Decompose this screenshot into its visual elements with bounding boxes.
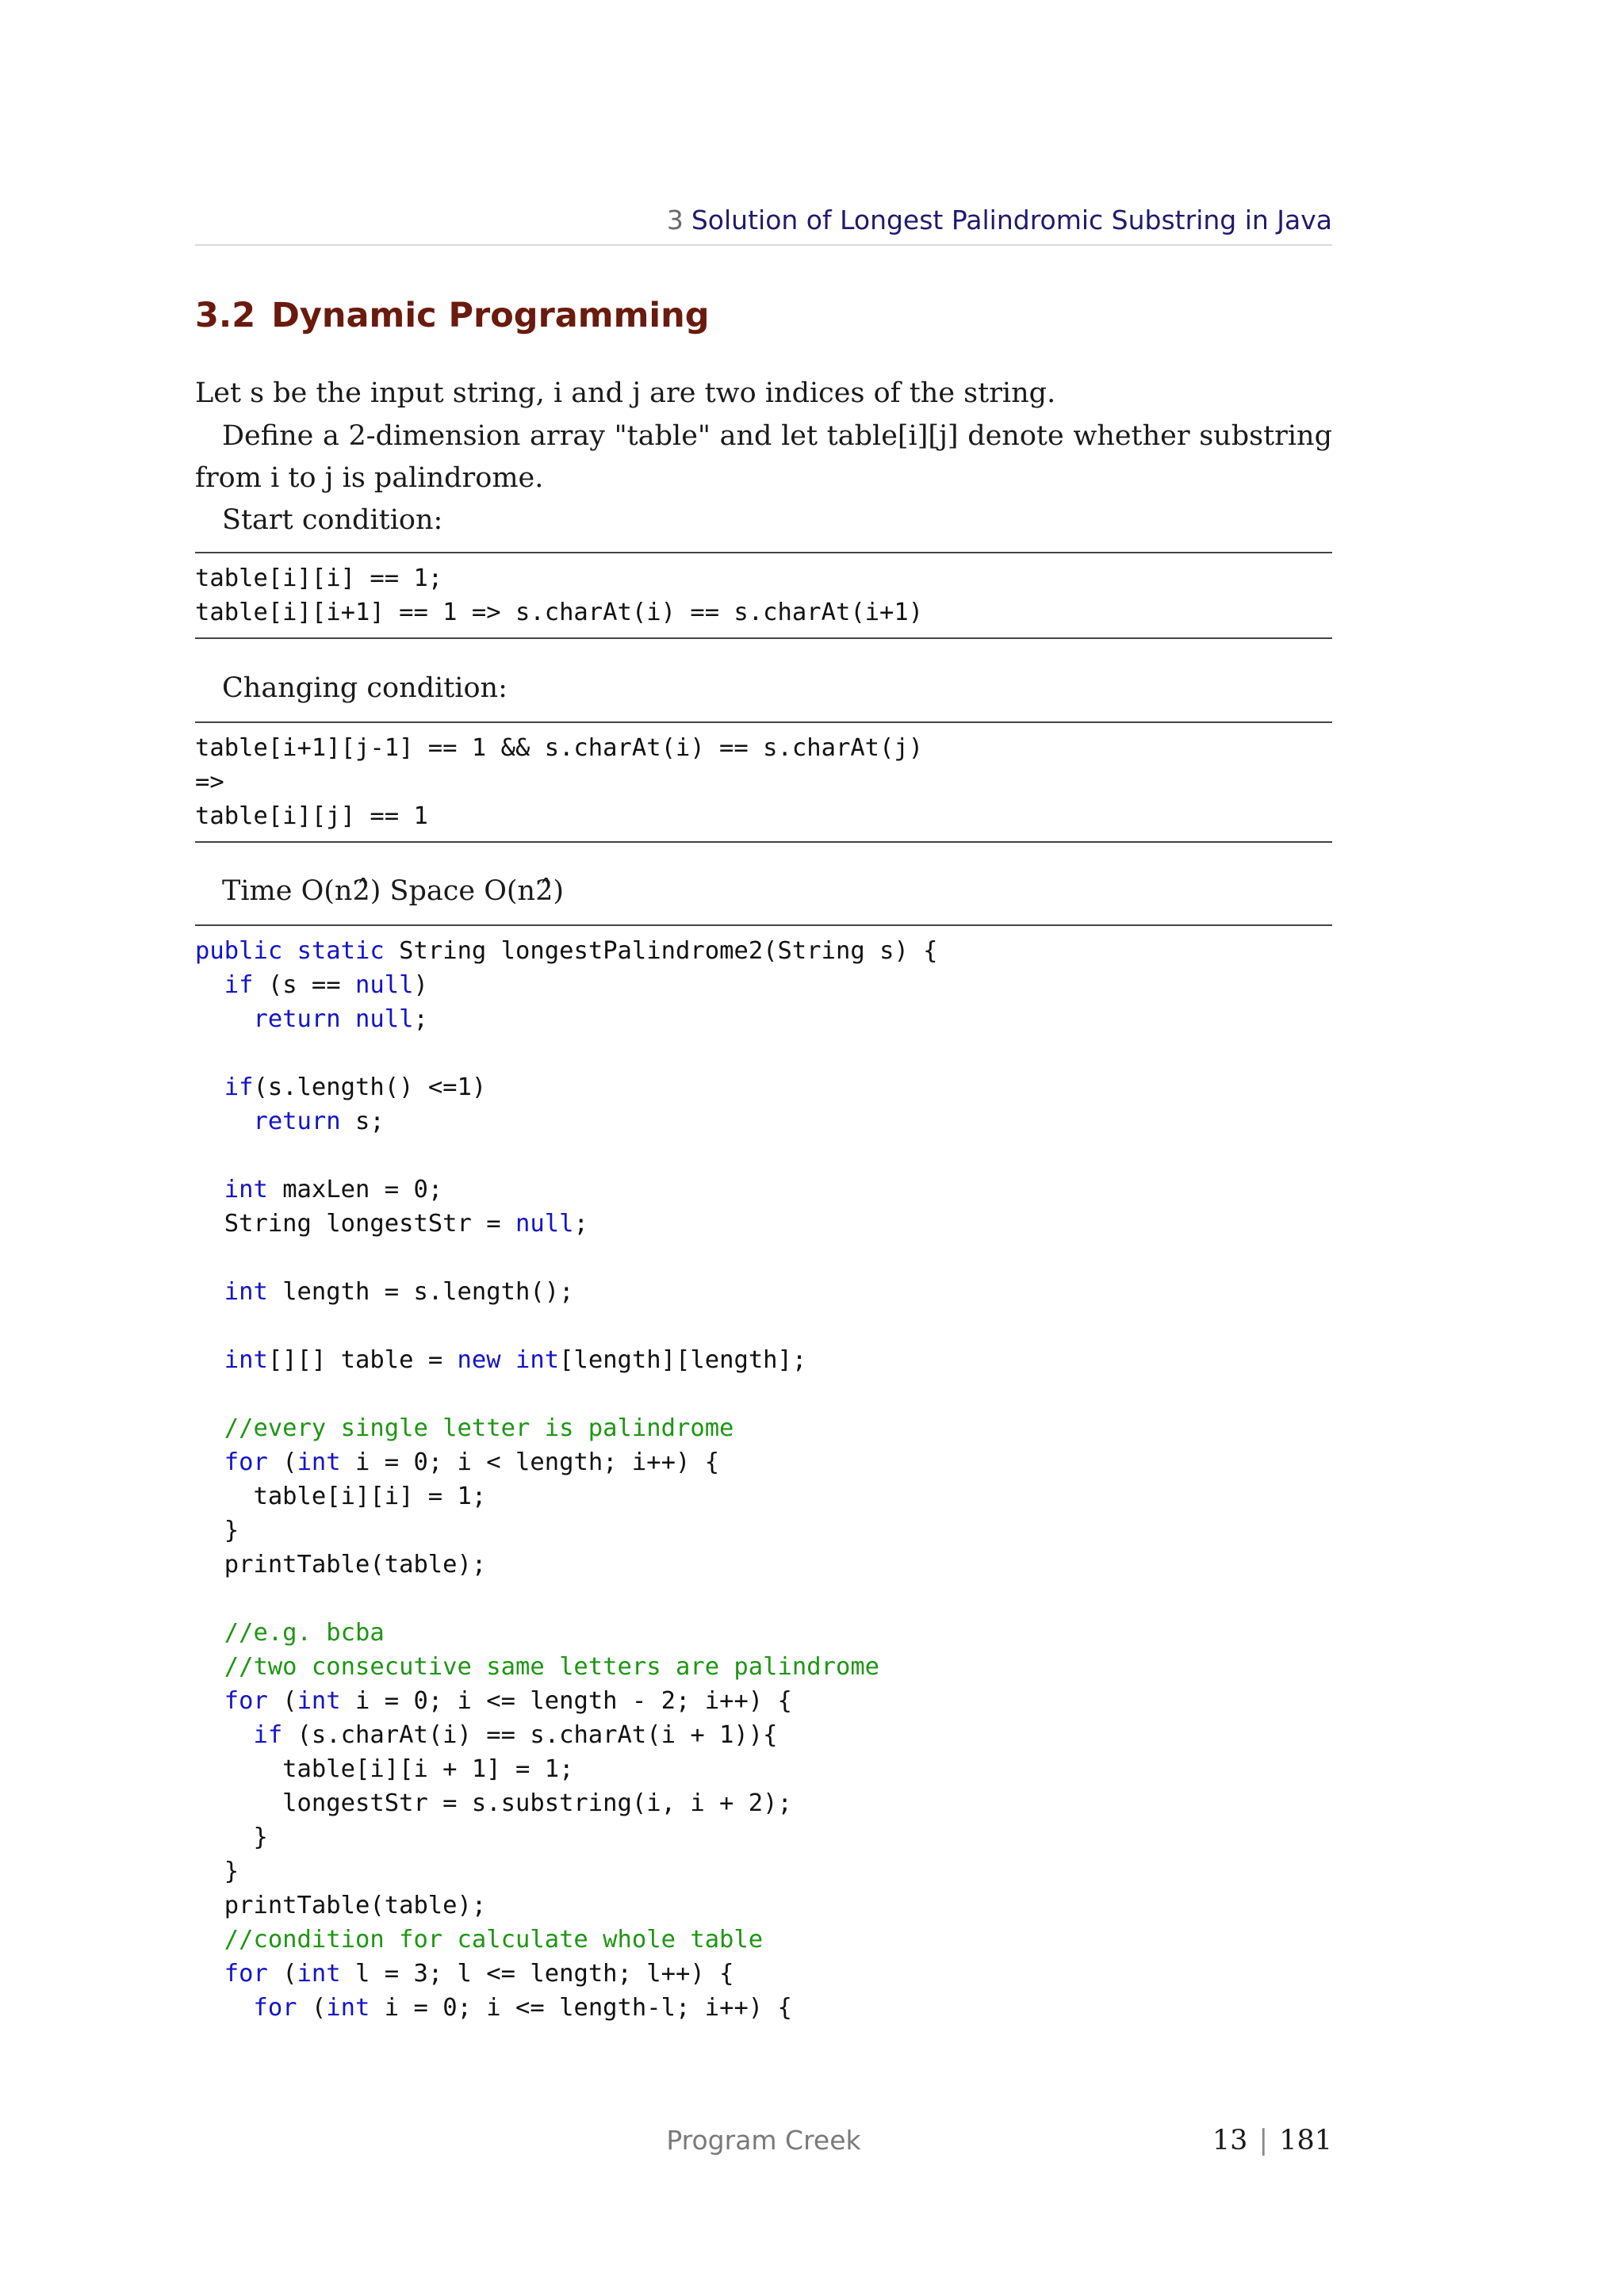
- changing-condition-label: Changing condition:: [222, 672, 508, 704]
- code-line: longestStr = s.substring(i, i + 2);: [195, 1789, 792, 1817]
- code-line: [195, 1309, 1332, 1343]
- code-line: for (int i = 0; i < length; i++) {: [224, 1448, 720, 1476]
- code-line: for (int i = 0; i <= length - 2; i++) {: [224, 1687, 792, 1715]
- code-line: [195, 1241, 1332, 1275]
- code-line: int maxLen = 0;: [224, 1176, 443, 1203]
- section-number: 3.2: [195, 296, 256, 335]
- code-line: if(s.length() <=1): [224, 1073, 487, 1101]
- code-line: for (int i = 0; i <= length-l; i++) {: [253, 1994, 792, 2022]
- code-line: }: [195, 1517, 239, 1544]
- code-line: }: [195, 1858, 239, 1885]
- code-line: table[i][i] = 1;: [195, 1483, 487, 1510]
- code-line: table[i+1][j-1] == 1 && s.charAt(i) == s.charAt(j): [195, 734, 924, 762]
- footer-publisher: Program Creek: [666, 2125, 861, 2156]
- page-separator: |: [1258, 2125, 1269, 2156]
- code-line: [195, 1138, 1332, 1173]
- total-pages: 181: [1279, 2125, 1332, 2156]
- main-code-listing: [195, 924, 1332, 2033]
- code-line: for (int l = 3; l <= length; l++) {: [224, 1960, 734, 1988]
- chapter-number: 3: [666, 205, 684, 235]
- code-line: }: [195, 1823, 268, 1851]
- section-heading: [195, 292, 710, 339]
- code-line: //every single letter is palindrome: [224, 1414, 734, 1442]
- code-line: String longestStr = null;: [195, 1210, 588, 1238]
- footer-page-number: [1212, 2123, 1332, 2158]
- code-line: printTable(table);: [195, 1551, 487, 1578]
- code-line: //condition for calculate whole table: [224, 1926, 764, 1954]
- code-line: return s;: [253, 1108, 385, 1135]
- start-condition-label: Start condition:: [222, 504, 443, 536]
- code-line: [195, 1036, 1332, 1070]
- code-line: table[i][i] == 1;: [195, 564, 443, 592]
- code-line: if (s.charAt(i) == s.charAt(i + 1)){: [253, 1721, 778, 1749]
- start-condition-code: [195, 552, 1332, 639]
- complexity-paragraph: Time O(n2̂) Space O(n2̂): [222, 875, 565, 907]
- code-line: table[i][i+1] == 1 => s.charAt(i) == s.charAt(i+1): [195, 599, 924, 626]
- code-line: table[i][j] == 1: [195, 802, 428, 830]
- code-line: return null;: [253, 1005, 428, 1033]
- code-line: int[][] table = new int[length][length];: [224, 1346, 807, 1374]
- code-line: printTable(table);: [195, 1892, 487, 1919]
- page-number: 13: [1212, 2125, 1248, 2156]
- code-line: if (s == null): [224, 971, 428, 999]
- changing-condition-code: [195, 721, 1332, 843]
- code-line: =>: [195, 768, 224, 796]
- code-line: //two consecutive same letters are palindrome: [224, 1653, 880, 1681]
- code-line: table[i][i + 1] = 1;: [195, 1755, 574, 1783]
- intro-paragraph: Let s be the input string, i and j are two indices of the string.: [195, 377, 1056, 409]
- code-line: [195, 1377, 1332, 1411]
- section-title: Dynamic Programming: [271, 296, 710, 335]
- code-line: [195, 1582, 1332, 1616]
- running-header: [195, 203, 1332, 246]
- code-line: public static String longestPalindrome2(String s) {: [195, 937, 938, 965]
- chapter-title-link[interactable]: Solution of Longest Palindromic Substring in Java: [691, 205, 1332, 235]
- code-line: int length = s.length();: [224, 1278, 574, 1306]
- code-line: //e.g. bcba: [224, 1619, 385, 1647]
- define-paragraph: Define a 2-dimension array "table" and let table[i][j] denote whether substring from i to j is palindrome.: [195, 420, 1332, 494]
